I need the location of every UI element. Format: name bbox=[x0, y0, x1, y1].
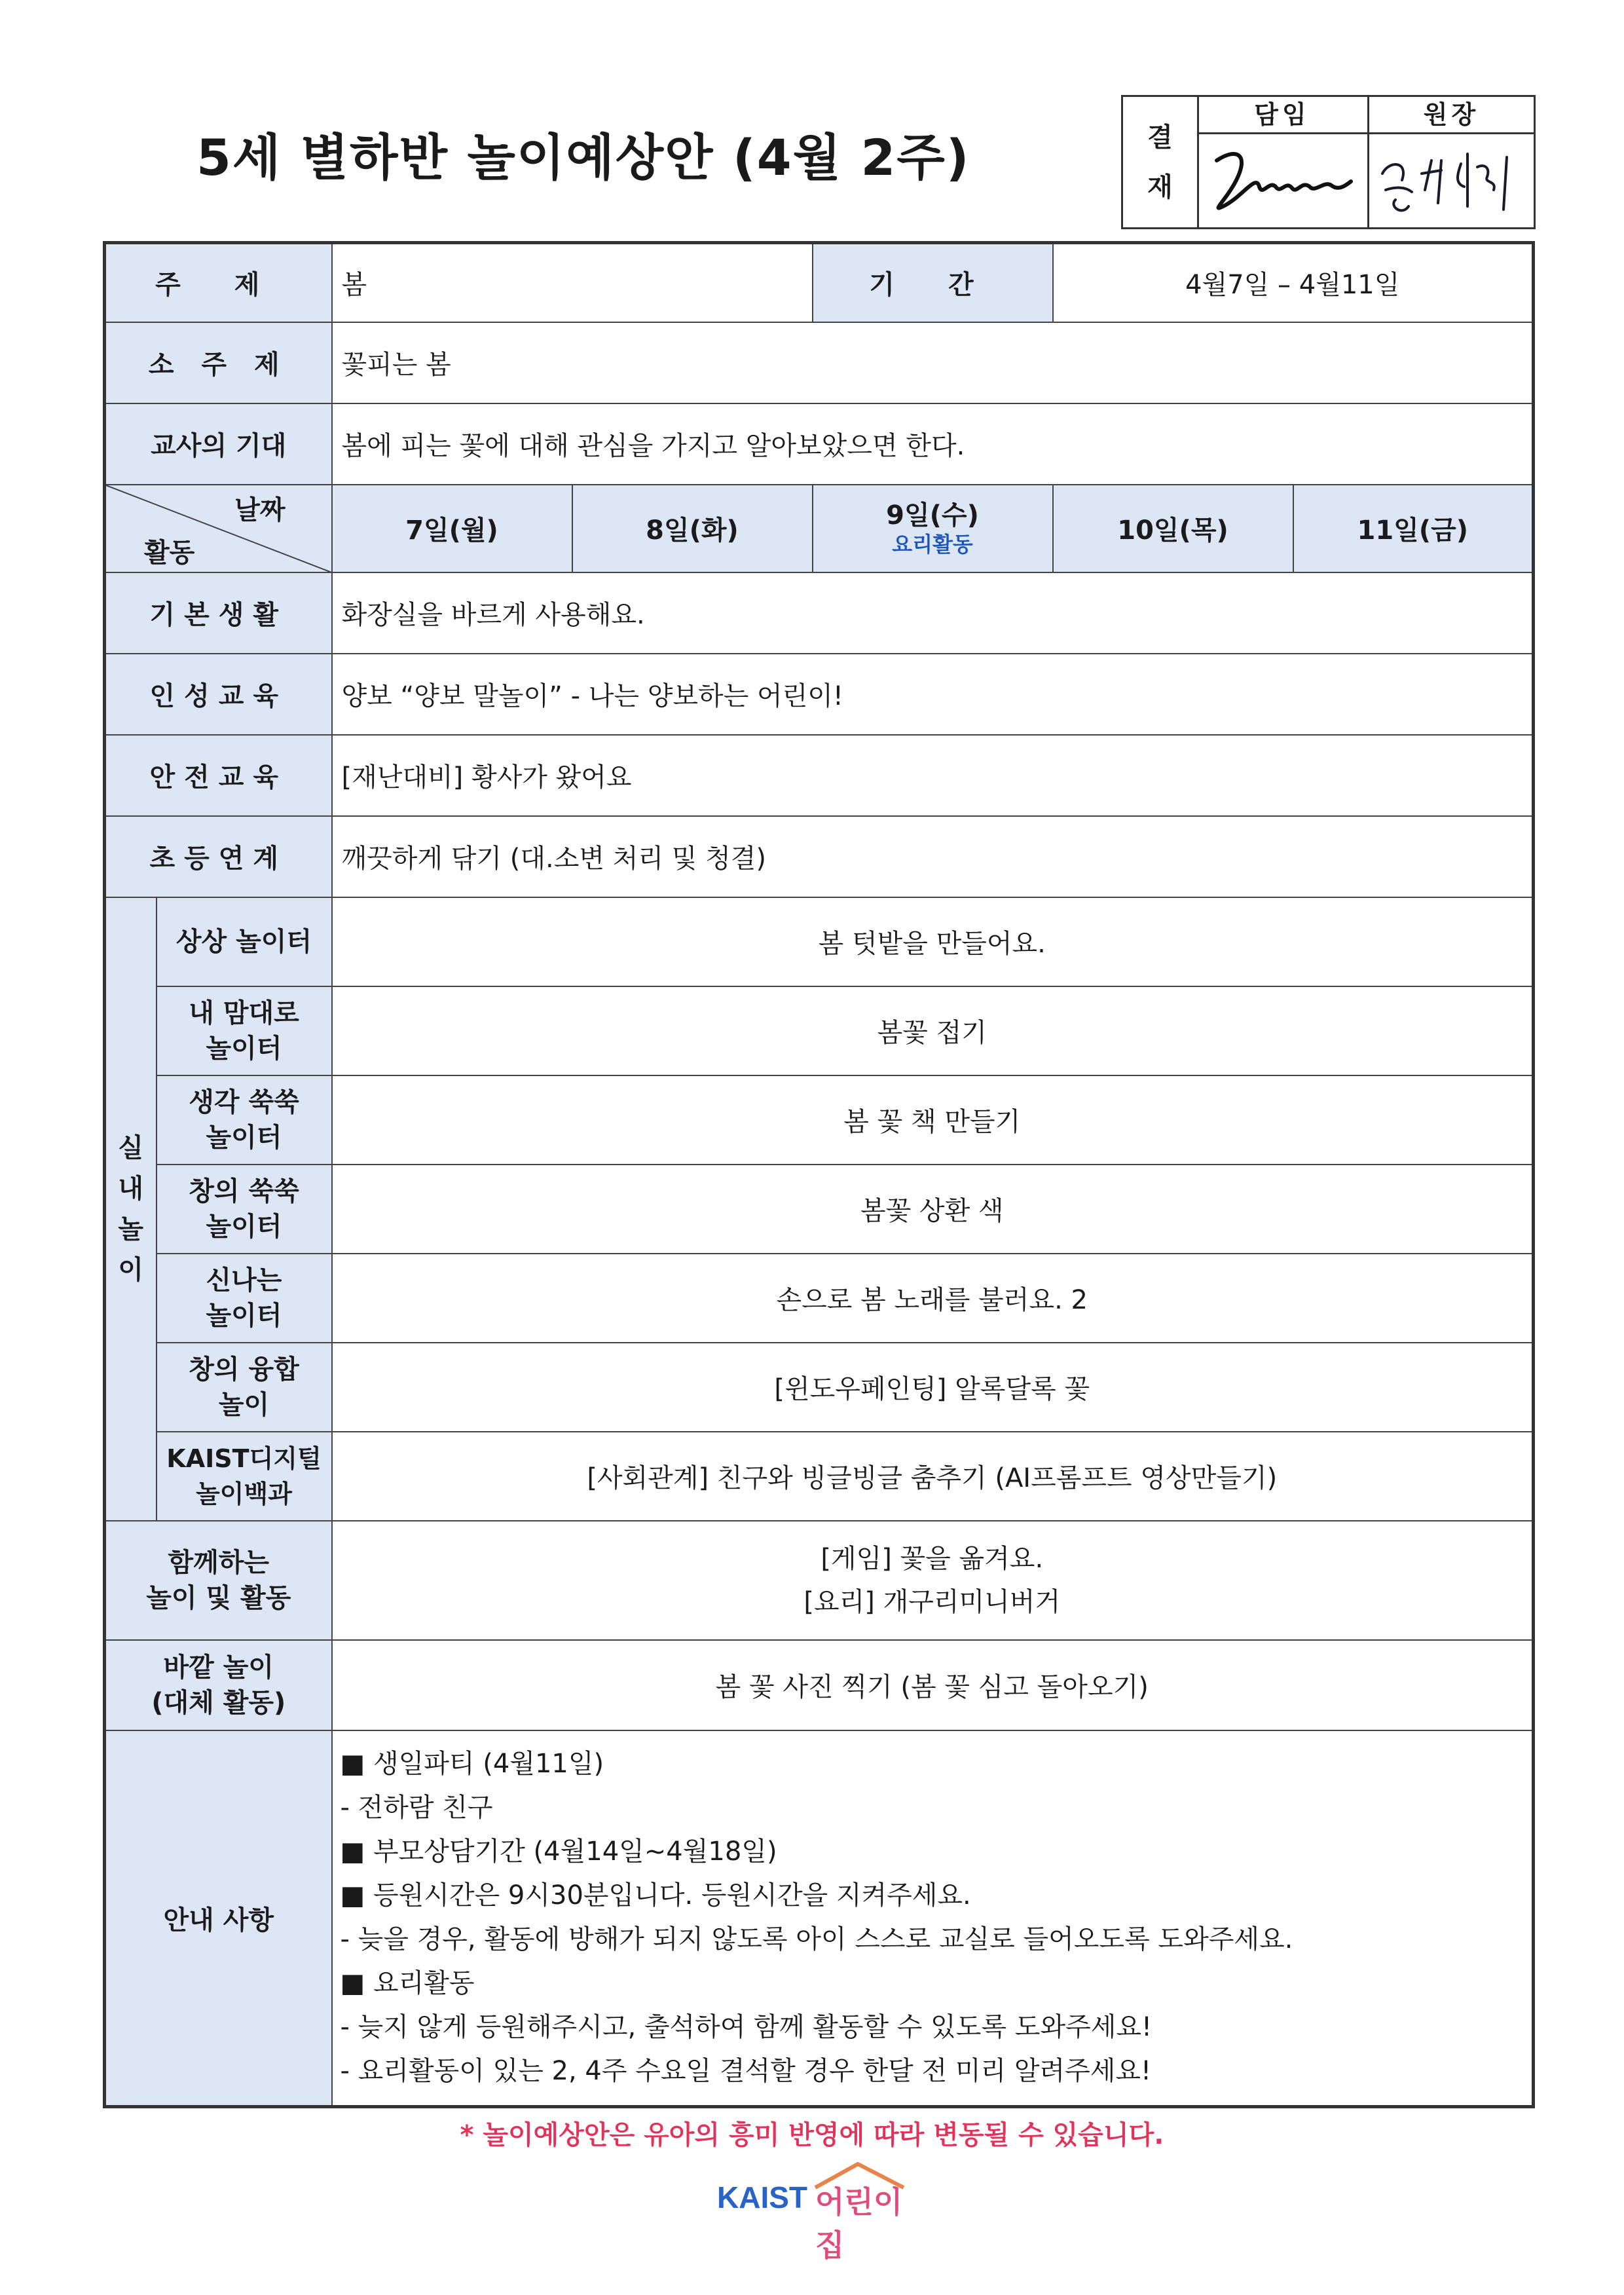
logo-name bbox=[815, 2178, 927, 2265]
indoor-activity: 봄꽃 상환 색 bbox=[332, 1165, 1534, 1254]
expect-value: 봄에 피는 꽃에 대해 관심을 가지고 알아보았으면 한다. bbox=[332, 403, 1534, 485]
together-item: [요리] 개구리미니버거 bbox=[803, 1586, 1061, 1617]
basic-value: 화장실을 바르게 사용해요. bbox=[332, 572, 1534, 654]
indoor-area-label: 창의 융합 놀이 bbox=[157, 1343, 332, 1432]
outdoor-value: 봄 꽃 사진 찍기 (봄 꽃 심고 돌아오기) bbox=[332, 1640, 1534, 1730]
logo-name-text: 어린이집 bbox=[815, 2184, 903, 2263]
indoor-activity: [사회관계] 친구와 빙글빙글 춤추기 (AI프롬프트 영상만들기) bbox=[332, 1432, 1534, 1521]
safety-label: 안전교육 bbox=[105, 735, 332, 816]
indoor-activity: 봄 꽃 책 만들기 bbox=[332, 1075, 1534, 1165]
expect-row bbox=[105, 403, 1534, 485]
notice-row bbox=[105, 1730, 1534, 2107]
notice-item: - 전하람 친구 bbox=[340, 1793, 493, 1823]
character-value: 양보 “양보 말놀이” - 나는 양보하는 어린이! bbox=[332, 654, 1534, 735]
indoor-area-label: KAIST디지털 놀이백과 bbox=[157, 1432, 332, 1521]
notice-item: ■ 요리활동 bbox=[340, 1968, 475, 1999]
subtheme-label: 소 주 제 bbox=[105, 322, 332, 403]
notice-item: - 늦을 경우, 활동에 방해가 되지 않도록 아이 스스로 교실로 들어오도록 도와주세요. bbox=[340, 1924, 1293, 1955]
together-row bbox=[105, 1521, 1534, 1640]
approval-box bbox=[1121, 95, 1536, 229]
character-label: 인성교육 bbox=[105, 654, 332, 735]
basic-row bbox=[105, 572, 1534, 654]
elementary-row bbox=[105, 816, 1534, 897]
elementary-label: 초등연계 bbox=[105, 816, 332, 897]
homeroom-column bbox=[1197, 97, 1369, 227]
period-value: 4월7일 – 4월11일 bbox=[1053, 243, 1534, 322]
indoor-row bbox=[105, 1165, 1534, 1254]
character-row bbox=[105, 654, 1534, 735]
notice-list bbox=[332, 1730, 1534, 2107]
indoor-row bbox=[105, 1343, 1534, 1432]
notice-item: ■ 생일파티 (4월11일) bbox=[340, 1749, 604, 1780]
homeroom-header: 담임 bbox=[1197, 97, 1367, 134]
safety-value: [재난대비] 황사가 왔어요 bbox=[332, 735, 1534, 816]
indoor-row bbox=[105, 897, 1534, 986]
theme-label: 주 제 bbox=[105, 243, 332, 322]
activity-label: 활동 bbox=[144, 537, 195, 568]
notice-item: - 늦지 않게 등원해주시고, 출석하여 함께 활동할 수 있도록 도와주세요! bbox=[340, 2012, 1153, 2043]
director-column bbox=[1369, 97, 1534, 227]
indoor-area-label: 신나는 놀이터 bbox=[157, 1254, 332, 1343]
approval-label bbox=[1123, 97, 1199, 227]
homeroom-signature bbox=[1197, 134, 1367, 227]
indoor-row bbox=[105, 1075, 1534, 1165]
indoor-activity: 봄꽃 접기 bbox=[332, 986, 1534, 1075]
day-header: 11일(금) bbox=[1293, 485, 1534, 572]
safety-row bbox=[105, 735, 1534, 816]
expect-label: 교사의 기대 bbox=[105, 403, 332, 485]
indoor-activity: 손으로 봄 노래를 불러요. 2 bbox=[332, 1254, 1534, 1343]
kaist-daycare-logo bbox=[717, 2161, 927, 2263]
day-header: 9일(수) 요리활동 bbox=[813, 485, 1053, 572]
notice-item: - 요리활동이 있는 2, 4주 수요일 결석할 경우 한달 전 미리 알려주세요! bbox=[340, 2056, 1152, 2087]
approval-label-char: 결 bbox=[1147, 122, 1173, 153]
page-title: 5세 별하반 놀이예상안 (4월 2주) bbox=[196, 128, 970, 187]
director-signature bbox=[1369, 134, 1534, 227]
indoor-area-label: 상상 놀이터 bbox=[157, 897, 332, 986]
approval-label-char: 재 bbox=[1147, 172, 1173, 202]
theme-value: 봄 bbox=[332, 243, 813, 322]
notice-item: ■ 등원시간은 9시30분입니다. 등원시간을 지켜주세요. bbox=[340, 1880, 971, 1911]
together-item: [게임] 꽃을 옮겨요. bbox=[821, 1543, 1044, 1574]
subtheme-value: 꽃피는 봄 bbox=[332, 322, 1534, 403]
theme-row bbox=[105, 243, 1534, 322]
indoor-activity: [윈도우페인팅] 알록달록 꽃 bbox=[332, 1343, 1534, 1432]
day-header: 8일(화) bbox=[572, 485, 813, 572]
outdoor-label: 바깥 놀이 (대체 활동) bbox=[105, 1640, 332, 1730]
logo-brand: KAIST bbox=[717, 2180, 807, 2214]
indoor-area-label: 생각 쑥쑥 놀이터 bbox=[157, 1075, 332, 1165]
basic-label: 기본생활 bbox=[105, 572, 332, 654]
day-header: 7일(월) bbox=[332, 485, 572, 572]
notice-item: ■ 부모상담기간 (4월14일~4월18일) bbox=[340, 1837, 777, 1867]
days-row bbox=[105, 485, 1534, 572]
date-label: 날짜 bbox=[234, 494, 286, 525]
indoor-row bbox=[105, 1432, 1534, 1521]
period-label: 기 간 bbox=[813, 243, 1053, 322]
notice-label: 안내 사항 bbox=[105, 1730, 332, 2107]
elementary-value: 깨끗하게 닦기 (대.소변 처리 및 청결) bbox=[332, 816, 1534, 897]
cooking-note: 요리활동 bbox=[892, 531, 973, 557]
together-label: 함께하는 놀이 및 활동 bbox=[105, 1521, 332, 1640]
indoor-activity: 봄 텃밭을 만들어요. bbox=[332, 897, 1534, 986]
date-activity-header bbox=[105, 485, 332, 572]
footnote: * 놀이예상안은 유아의 흥미 반영에 따라 변동될 수 있습니다. bbox=[460, 2120, 1164, 2150]
plan-table bbox=[103, 241, 1535, 2108]
indoor-row bbox=[105, 1254, 1534, 1343]
subtheme-row bbox=[105, 322, 1534, 403]
outdoor-row bbox=[105, 1640, 1534, 1730]
indoor-label: 실 내 놀 이 bbox=[105, 897, 157, 1521]
indoor-area-label: 내 맘대로 놀이터 bbox=[157, 986, 332, 1075]
day-header: 10일(목) bbox=[1053, 485, 1293, 572]
director-header: 원장 bbox=[1369, 97, 1534, 134]
together-value bbox=[332, 1521, 1534, 1640]
indoor-row bbox=[105, 986, 1534, 1075]
indoor-area-label: 창의 쑥쑥 놀이터 bbox=[157, 1165, 332, 1254]
